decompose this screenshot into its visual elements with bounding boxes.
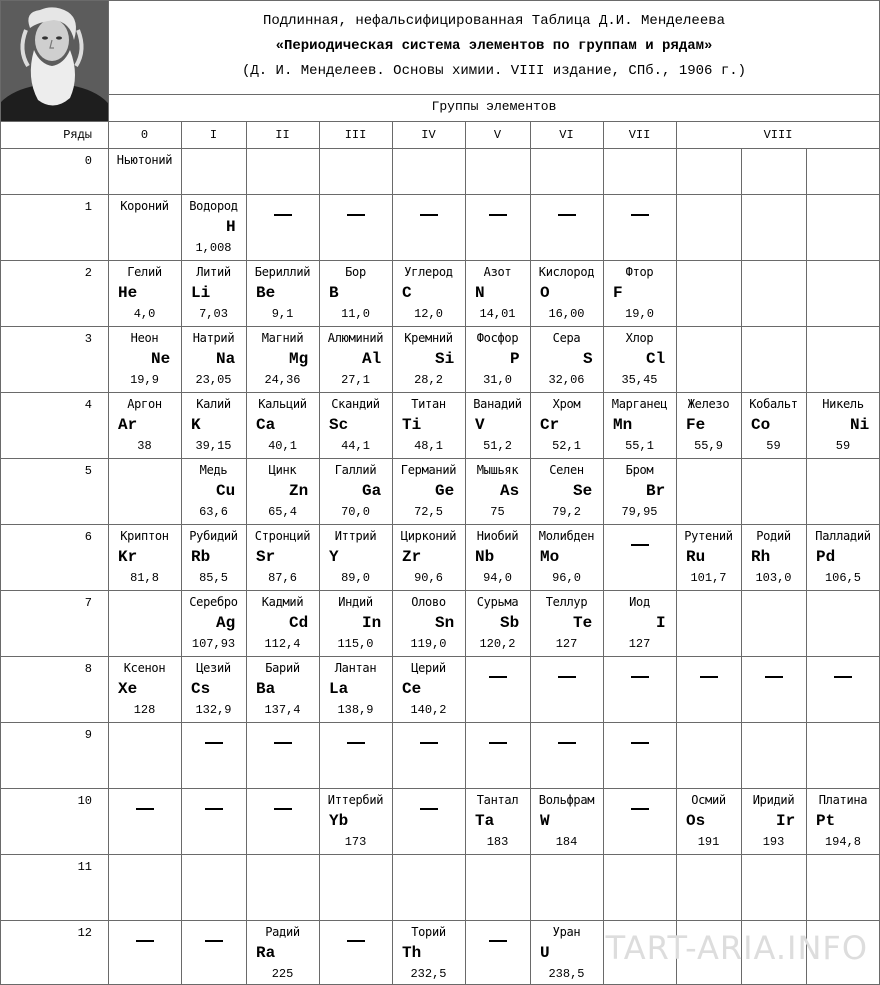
element-symbol: Si: [435, 350, 455, 368]
rows-label: Ряды: [63, 128, 92, 142]
element-name: Кобальт: [749, 397, 798, 411]
element-mass: 132,9: [195, 703, 232, 717]
dash-mark: [136, 808, 154, 810]
element-mass: 137,4: [264, 703, 301, 717]
header-line-1: Подлинная, нефальсифицированная Таблица Д.И. Менделеева: [262, 13, 726, 29]
h-line: [0, 194, 880, 195]
element-name: Лантан: [334, 661, 377, 675]
element-mass: 138,9: [337, 703, 374, 717]
element-symbol: Cd: [289, 614, 309, 632]
dash-mark: [489, 676, 507, 678]
element-mass: 96,0: [552, 571, 581, 585]
mendeleev-portrait: [0, 0, 108, 122]
element-symbol: Pd: [816, 548, 836, 566]
element-mass: 85,5: [199, 571, 228, 585]
element-name: Натрий: [192, 331, 235, 345]
row-number-12: 12: [77, 926, 92, 940]
element-name: Иттербий: [327, 793, 384, 807]
watermark: TART-ARIA.INFO: [605, 929, 868, 967]
element-name: Бром: [625, 463, 654, 477]
element-mass: 59: [766, 439, 781, 453]
dash-mark: [420, 742, 438, 744]
element-symbol: Ne: [151, 350, 171, 368]
element-name: Короний: [120, 199, 169, 213]
v-line: [319, 121, 320, 985]
element-symbol: Ge: [435, 482, 455, 500]
element-mass: 40,1: [268, 439, 297, 453]
element-name: Осмий: [691, 793, 726, 807]
group-label-VI: VI: [559, 128, 574, 142]
element-symbol: Sn: [435, 614, 455, 632]
element-name: Ванадий: [473, 397, 522, 411]
element-symbol: Zr: [402, 548, 422, 566]
dash-mark: [631, 544, 649, 546]
element-name: Водород: [189, 199, 238, 213]
dash-mark: [205, 940, 223, 942]
element-symbol: Be: [256, 284, 276, 302]
row-number-4: 4: [84, 398, 92, 412]
group-label-IV: IV: [421, 128, 436, 142]
element-mass: 31,0: [483, 373, 512, 387]
element-symbol: Rb: [191, 548, 211, 566]
element-mass: 115,0: [337, 637, 374, 651]
element-mass: 119,0: [410, 637, 447, 651]
element-mass: 101,7: [690, 571, 727, 585]
h-line: [108, 94, 880, 95]
element-name: Титан: [411, 397, 446, 411]
dash-mark: [205, 742, 223, 744]
element-symbol: Te: [573, 614, 593, 632]
element-mass: 4,0: [133, 307, 156, 321]
group-label-I: I: [209, 128, 218, 142]
element-name: Алюминий: [327, 331, 384, 345]
element-symbol: P: [510, 350, 520, 368]
header-title: «Периодическая система элементов по группам и рядам»: [275, 38, 713, 54]
element-symbol: U: [540, 944, 550, 962]
h-line: [0, 326, 880, 327]
element-symbol: Fe: [686, 416, 706, 434]
h-line: [0, 260, 880, 261]
element-name: Ньютоний: [116, 153, 173, 167]
element-name: Платина: [818, 793, 868, 807]
element-mass: 48,1: [414, 439, 443, 453]
v-line: [108, 121, 109, 985]
dash-mark: [347, 940, 365, 942]
dash-mark: [489, 742, 507, 744]
group-label-III: III: [344, 128, 367, 142]
group-label-II: II: [275, 128, 290, 142]
element-mass: 90,6: [414, 571, 443, 585]
element-symbol: O: [540, 284, 550, 302]
element-name: Гелий: [127, 265, 162, 279]
element-mass: 11,0: [341, 307, 370, 321]
dash-mark: [420, 808, 438, 810]
row-number-10: 10: [77, 794, 92, 808]
element-mass: 38: [137, 439, 152, 453]
element-mass: 9,1: [271, 307, 294, 321]
element-name: Селен: [549, 463, 584, 477]
element-name: Церий: [411, 661, 446, 675]
element-mass: 63,6: [199, 505, 228, 519]
row-number-6: 6: [84, 530, 92, 544]
element-symbol: Sc: [329, 416, 349, 434]
element-name: Сера: [552, 331, 581, 345]
element-symbol: N: [475, 284, 485, 302]
element-name: Ксенон: [123, 661, 166, 675]
element-name: Кислород: [538, 265, 595, 279]
element-mass: 19,0: [625, 307, 654, 321]
element-name: Вольфрам: [538, 793, 595, 807]
element-name: Цезий: [196, 661, 231, 675]
element-name: Теллур: [545, 595, 588, 609]
element-mass: 79,2: [552, 505, 581, 519]
h-line: [0, 392, 880, 393]
element-mass: 23,05: [195, 373, 232, 387]
element-mass: 127: [628, 637, 651, 651]
element-mass: 238,5: [548, 967, 585, 981]
dash-mark: [274, 808, 292, 810]
element-name: Торий: [411, 925, 446, 939]
dash-mark: [700, 676, 718, 678]
element-name: Фтор: [625, 265, 654, 279]
element-symbol: Br: [646, 482, 666, 500]
element-mass: 16,00: [548, 307, 585, 321]
group-label-V: V: [493, 128, 502, 142]
element-name: Рутений: [684, 529, 733, 543]
h-line: [0, 854, 880, 855]
element-symbol: Se: [573, 482, 593, 500]
element-symbol: Ir: [776, 812, 796, 830]
element-mass: 120,2: [479, 637, 516, 651]
element-name: Кальций: [258, 397, 307, 411]
element-mass: 75: [490, 505, 505, 519]
dash-mark: [631, 676, 649, 678]
element-name: Иридий: [752, 793, 795, 807]
element-mass: 112,4: [264, 637, 301, 651]
element-symbol: Cr: [540, 416, 560, 434]
v-line: [676, 121, 677, 985]
element-mass: 65,4: [268, 505, 297, 519]
h-line: [0, 121, 880, 122]
element-mass: 7,03: [199, 307, 228, 321]
element-name: Калий: [196, 397, 231, 411]
element-symbol: Cs: [191, 680, 211, 698]
h-line: [0, 148, 880, 149]
row-number-2: 2: [84, 266, 92, 280]
dash-mark: [558, 676, 576, 678]
element-name: Иттрий: [334, 529, 377, 543]
element-mass: 35,45: [621, 373, 658, 387]
element-symbol: In: [362, 614, 382, 632]
element-symbol: Na: [216, 350, 236, 368]
group-label-0: 0: [140, 128, 149, 142]
element-name: Бериллий: [254, 265, 311, 279]
element-symbol: Ce: [402, 680, 422, 698]
group-label-VIII: VIII: [763, 128, 793, 142]
element-symbol: H: [226, 218, 236, 236]
element-name: Мышьяк: [476, 463, 519, 477]
element-symbol: Sr: [256, 548, 276, 566]
dash-mark: [205, 808, 223, 810]
element-symbol: I: [656, 614, 666, 632]
element-symbol: Ag: [216, 614, 236, 632]
element-mass: 127: [555, 637, 578, 651]
element-mass: 128: [133, 703, 156, 717]
element-symbol: V: [475, 416, 485, 434]
groups-title: Группы элементов: [431, 99, 557, 114]
element-mass: 107,93: [191, 637, 236, 651]
dash-mark: [136, 940, 154, 942]
dash-mark: [347, 742, 365, 744]
v-line: [108, 0, 109, 122]
h-line: [0, 0, 880, 1]
element-mass: 24,36: [264, 373, 301, 387]
element-symbol: Rh: [751, 548, 771, 566]
element-name: Медь: [199, 463, 228, 477]
element-mass: 173: [344, 835, 367, 849]
element-name: Марганец: [611, 397, 668, 411]
element-symbol: Ar: [118, 416, 138, 434]
dash-mark: [558, 742, 576, 744]
element-name: Неон: [130, 331, 159, 345]
row-number-11: 11: [77, 860, 92, 874]
element-mass: 27,1: [341, 373, 370, 387]
element-symbol: C: [402, 284, 412, 302]
dash-mark: [834, 676, 852, 678]
element-name: Серебро: [189, 595, 238, 609]
element-mass: 1,008: [195, 241, 232, 255]
element-name: Хром: [552, 397, 581, 411]
element-name: Молибден: [538, 529, 595, 543]
row-number-3: 3: [84, 332, 92, 346]
element-symbol: Yb: [329, 812, 349, 830]
row-number-8: 8: [84, 662, 92, 676]
element-mass: 70,0: [341, 505, 370, 519]
element-mass: 55,9: [694, 439, 723, 453]
element-mass: 55,1: [625, 439, 654, 453]
portrait-image: [0, 0, 108, 122]
row-number-5: 5: [84, 464, 92, 478]
h-line: [0, 920, 880, 921]
element-mass: 14,01: [479, 307, 516, 321]
element-name: Радий: [265, 925, 300, 939]
dash-mark: [489, 940, 507, 942]
element-name: Уран: [552, 925, 581, 939]
element-symbol: Ru: [686, 548, 706, 566]
element-name: Галлий: [334, 463, 377, 477]
v-line: [806, 148, 807, 985]
element-name: Барий: [265, 661, 300, 675]
element-symbol: Xe: [118, 680, 138, 698]
element-mass: 28,2: [414, 373, 443, 387]
element-symbol: Kr: [118, 548, 138, 566]
element-symbol: Mg: [289, 350, 309, 368]
element-mass: 106,5: [824, 571, 861, 585]
element-symbol: Pt: [816, 812, 836, 830]
element-name: Ниобий: [476, 529, 519, 543]
element-mass: 81,8: [130, 571, 159, 585]
element-symbol: K: [191, 416, 201, 434]
element-name: Фосфор: [476, 331, 519, 345]
element-name: Тантал: [476, 793, 519, 807]
element-name: Цинк: [268, 463, 297, 477]
element-name: Углерод: [404, 265, 453, 279]
element-symbol: Cu: [216, 482, 236, 500]
element-mass: 89,0: [341, 571, 370, 585]
element-name: Германий: [400, 463, 457, 477]
element-name: Рубидий: [189, 529, 238, 543]
element-symbol: S: [583, 350, 593, 368]
row-number-0: 0: [84, 154, 92, 168]
element-mass: 183: [486, 835, 509, 849]
dash-mark: [274, 214, 292, 216]
row-number-1: 1: [84, 200, 92, 214]
row-number-7: 7: [84, 596, 92, 610]
dash-mark: [347, 214, 365, 216]
group-label-VII: VII: [628, 128, 651, 142]
element-symbol: He: [118, 284, 138, 302]
element-name: Аргон: [127, 397, 162, 411]
h-line: [0, 722, 880, 723]
element-mass: 59: [835, 439, 851, 453]
element-mass: 140,2: [410, 703, 447, 717]
h-line: [0, 458, 880, 459]
element-name: Стронций: [254, 529, 311, 543]
element-name: Магний: [261, 331, 304, 345]
element-symbol: As: [500, 482, 520, 500]
element-mass: 94,0: [483, 571, 512, 585]
element-mass: 193: [762, 835, 785, 849]
dash-mark: [274, 742, 292, 744]
h-line: [0, 524, 880, 525]
element-mass: 103,0: [755, 571, 792, 585]
element-name: Родий: [756, 529, 791, 543]
element-symbol: Os: [686, 812, 706, 830]
element-mass: 32,06: [548, 373, 585, 387]
header-source: (Д. И. Менделеев. Основы химии. VIII издание, СПб., 1906 г.): [241, 63, 747, 79]
h-line: [0, 590, 880, 591]
element-symbol: Ti: [402, 416, 422, 434]
element-name: Литий: [196, 265, 231, 279]
element-symbol: Ra: [256, 944, 276, 962]
element-symbol: Sb: [500, 614, 520, 632]
element-symbol: B: [329, 284, 339, 302]
element-mass: 184: [555, 835, 578, 849]
element-name: Цирконий: [400, 529, 457, 543]
v-line: [603, 121, 604, 985]
element-mass: 191: [697, 835, 720, 849]
h-line: [0, 788, 880, 789]
element-name: Скандий: [331, 397, 380, 411]
element-symbol: La: [329, 680, 349, 698]
element-symbol: Ga: [362, 482, 382, 500]
element-name: Никель: [822, 397, 864, 411]
element-symbol: Y: [329, 548, 339, 566]
element-symbol: Ta: [475, 812, 495, 830]
element-mass: 52,1: [552, 439, 581, 453]
h-line: [0, 656, 880, 657]
element-symbol: Ni: [850, 416, 870, 434]
element-mass: 87,6: [268, 571, 297, 585]
dash-mark: [631, 808, 649, 810]
element-name: Сурьма: [476, 595, 519, 609]
element-name: Палладий: [815, 529, 871, 543]
element-mass: 51,2: [483, 439, 512, 453]
element-symbol: Ca: [256, 416, 276, 434]
element-symbol: Th: [402, 944, 422, 962]
v-line: [392, 121, 393, 985]
element-symbol: Al: [362, 350, 382, 368]
element-mass: 225: [271, 967, 294, 981]
element-symbol: Co: [751, 416, 771, 434]
element-mass: 72,5: [414, 505, 443, 519]
element-symbol: Zn: [289, 482, 309, 500]
dash-mark: [420, 214, 438, 216]
v-line: [530, 121, 531, 985]
element-name: Криптон: [120, 529, 169, 543]
element-symbol: Ba: [256, 680, 276, 698]
element-mass: 39,15: [195, 439, 232, 453]
element-symbol: F: [613, 284, 623, 302]
element-symbol: W: [540, 812, 550, 830]
element-symbol: Mn: [613, 416, 633, 434]
row-number-9: 9: [84, 728, 92, 742]
element-mass: 19,9: [130, 373, 159, 387]
dash-mark: [765, 676, 783, 678]
element-mass: 44,1: [341, 439, 370, 453]
v-line: [465, 121, 466, 985]
dash-mark: [631, 214, 649, 216]
element-name: Индий: [338, 595, 373, 609]
element-mass: 12,0: [414, 307, 443, 321]
v-line: [741, 148, 742, 985]
dash-mark: [489, 214, 507, 216]
element-name: Кремний: [404, 331, 453, 345]
element-symbol: Li: [191, 284, 211, 302]
element-name: Азот: [483, 265, 512, 279]
element-mass: 232,5: [410, 967, 447, 981]
element-mass: 194,8: [824, 835, 861, 849]
element-name: Бор: [345, 265, 366, 279]
element-symbol: Cl: [646, 350, 666, 368]
element-name: Олово: [411, 595, 446, 609]
element-symbol: Nb: [475, 548, 495, 566]
dash-mark: [558, 214, 576, 216]
element-name: Иод: [629, 595, 650, 609]
element-name: Кадмий: [261, 595, 304, 609]
dash-mark: [631, 742, 649, 744]
element-name: Хлор: [625, 331, 654, 345]
element-name: Железо: [687, 397, 730, 411]
element-symbol: Mo: [540, 548, 560, 566]
element-mass: 79,95: [621, 505, 658, 519]
